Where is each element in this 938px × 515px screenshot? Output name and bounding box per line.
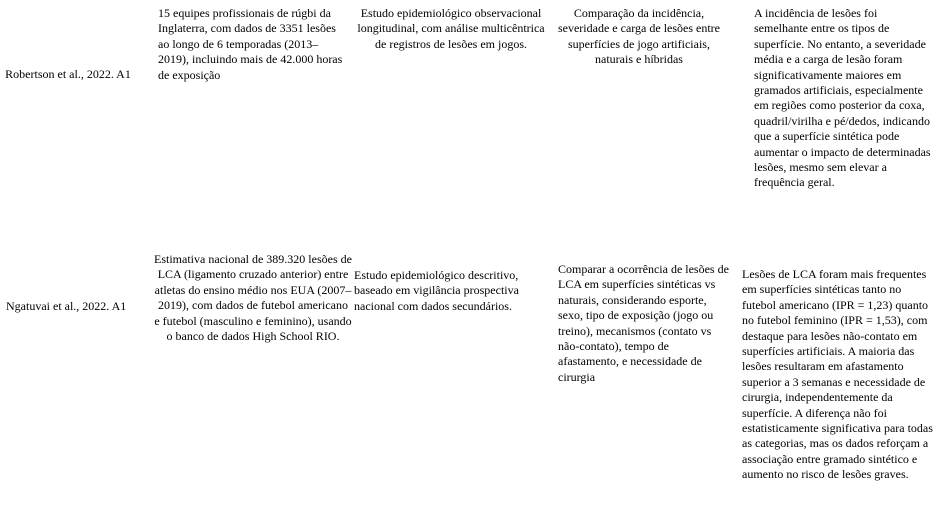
row1-results (754, 6, 932, 191)
row1-author-text: Robertson et al., 2022. A1 (5, 67, 131, 81)
row2-sample-text: Estimativa nacional de 389.320 lesões de LCA (ligamento cruzado anterior) entre atletas do ensino médio nos EUA (2007–2019), com dados de futebol americano e futebol (masculino e feminino), usando o banco de dados High School RIO. (154, 252, 352, 344)
row2-results (742, 267, 936, 483)
row1-author (0, 67, 136, 82)
row1-objective-text: Comparação da incidência, severidade e carga de lesões entre superfícies de jogo artificiais, naturais e híbridas (557, 6, 721, 67)
row2-results-text: Lesões de LCA foram mais frequentes em superfícies sintéticas tanto no futebol americano (IPR = 1,23) quanto no futebol feminino (IPR = 1,53), com destaque para lesões não-contato em superfícies artificiais. A maioria das lesões resultaram em afastamento superior a 3 semanas e necessidade de cirurgia, independentemente da superfície. A diferença não foi estatisticamente significativa para todas as categorias, mas os dados reforçam a associação entre gramado sintético e aumento no risco de lesões graves. (742, 267, 933, 482)
row1-design (352, 6, 550, 52)
row1-design-text: Estudo epidemiológico observacional longitudinal, com análise multicêntrica de registros de lesões em jogos. (357, 6, 545, 51)
row2-objective-text: Comparar a ocorrência de lesões de LCA em superfícies sintéticas vs naturais, considerando esporte, sexo, tipo de exposição (jogo ou treino), mecanismos (contato vs não-contato), tempo de afastamento, e necessidade de cirurgia (558, 262, 729, 384)
row1-sample (158, 6, 348, 83)
row2-objective (558, 262, 732, 385)
row2-author-text: Ngatuvai et al., 2022. A1 (6, 299, 127, 313)
row1-objective (551, 6, 727, 68)
row2-sample (154, 252, 352, 344)
row2-design-text: Estudo epidemiológico descritivo, baseado em vigilância prospectiva nacional com dados secundários. (354, 268, 519, 313)
row1-sample-text: 15 equipes profissionais de rúgbi da Inglaterra, com dados de 3351 lesões ao longo de 6 temporadas (2013–2019), incluindo mais de 42.000 horas de exposição (158, 6, 343, 82)
row2-design (354, 268, 548, 314)
row2-author (6, 299, 152, 314)
row1-results-text: A incidência de lesões foi semelhante entre os tipos de superfície. No entanto, a severidade média e a carga de lesão foram significativamente maiores em gramados artificiais, especialmente em regiões como posterior da coxa, quadril/virilha e pé/dedos, indicando que a superfície sintética pode aumentar o impacto de determinadas lesões, mesmo sem elevar a frequência geral. (754, 6, 931, 190)
